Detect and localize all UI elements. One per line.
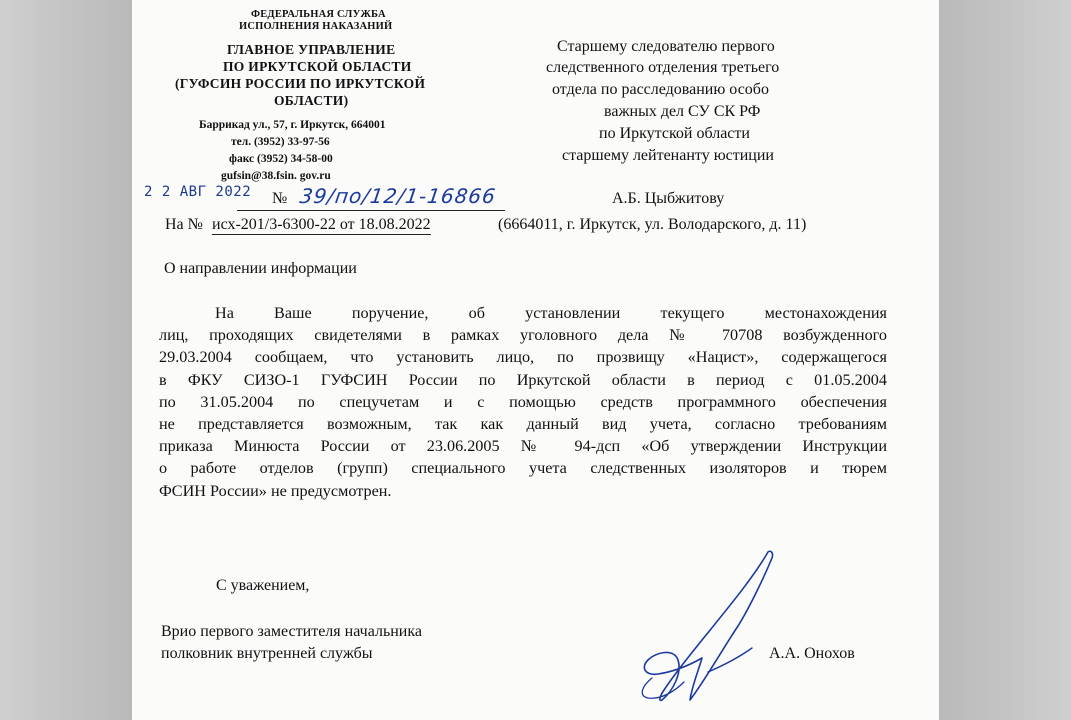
dept-line1: ГЛАВНОЕ УПРАВЛЕНИЕ [227, 42, 396, 57]
addressee-line2: следственного отделения третьего [546, 59, 780, 76]
handwritten-signature [612, 540, 832, 720]
background-right [939, 0, 1071, 720]
background-left [0, 0, 132, 720]
registration-number-handwritten: 39/по/12/1-16866 [298, 184, 498, 208]
addressee-line1: Старшему следователю первого [557, 38, 775, 55]
body-line: лиц, проходящих свидетелями в рамках уголовного дела № 70708 возбужденного [159, 326, 887, 345]
dept-line3: (ГУФСИН РОССИИ ПО ИРКУТСКОЙ [175, 76, 426, 91]
reply-prefix: На № [165, 216, 203, 233]
agency-name-line2: ИСПОЛНЕНИЯ НАКАЗАНИЙ [239, 21, 393, 32]
dept-line4: ОБЛАСТИ) [274, 93, 349, 108]
letter-body [159, 302, 887, 502]
body-line: приказа Минюста России от 23.06.2005 № 94-дсп «Об утверждении Инструкции [159, 437, 887, 456]
body-line: На Ваше поручение, об установлении текущего местонахождения [215, 304, 887, 322]
signer-name: А.А. Онохов [769, 645, 855, 662]
subject-line: О направлении информации [164, 260, 357, 277]
letterhead-email: gufsin@38.fsin. gov.ru [221, 170, 331, 182]
addressee-line4: важных дел СУ СК РФ [604, 103, 761, 120]
closing-regards: С уважением, [216, 577, 310, 594]
signer-position-line1: Врио первого заместителя начальника [161, 623, 422, 640]
body-line: не представляется возможным, так как данный вид учета, согласно требованиям [159, 415, 887, 434]
letterhead-address: Баррикад ул., 57, г. Иркутск, 664001 [199, 119, 386, 131]
reply-reference: исх-201/3-6300-22 от 18.08.2022 [212, 216, 431, 233]
dept-line2: ПО ИРКУТСКОЙ ОБЛАСТИ [223, 59, 412, 74]
registration-number-label: № [272, 190, 288, 207]
body-line: по 31.05.2004 по спецучетам и с помощью средств программного обеспечения [159, 392, 887, 411]
registration-date-stamp: 2 2 АВГ 2022 [144, 184, 252, 200]
signer-position-line2: полковник внутренней службы [161, 645, 373, 662]
addressee-line5: по Иркутской области [599, 125, 750, 142]
letterhead-phone: тел. (3952) 33-97-56 [231, 136, 330, 148]
agency-name-line1: ФЕДЕРАЛЬНАЯ СЛУЖБА [251, 9, 386, 20]
addressee-line6: старшему лейтенанту юстиции [562, 147, 774, 164]
document-page [132, 0, 939, 720]
addressee-address: (6664011, г. Иркутск, ул. Володарского, д. 11) [498, 216, 807, 233]
addressee-line3: отдела по расследованию особо [552, 81, 769, 98]
body-line: 29.03.2004 сообщаем, что установить лицо, по прозвищу «Нацист», содержащегося [159, 348, 887, 367]
addressee-name: А.Б. Цыбжитову [612, 190, 725, 207]
body-line: о работе отделов (групп) специального учета следственных изоляторов и тюрем [159, 459, 887, 478]
body-line: ФСИН России» не предусмотрен. [159, 481, 392, 500]
body-line: в ФКУ СИЗО-1 ГУФСИН России по Иркутской области в период с 01.05.2004 [159, 370, 887, 389]
letterhead-fax: факс (3952) 34-58-00 [229, 153, 333, 165]
